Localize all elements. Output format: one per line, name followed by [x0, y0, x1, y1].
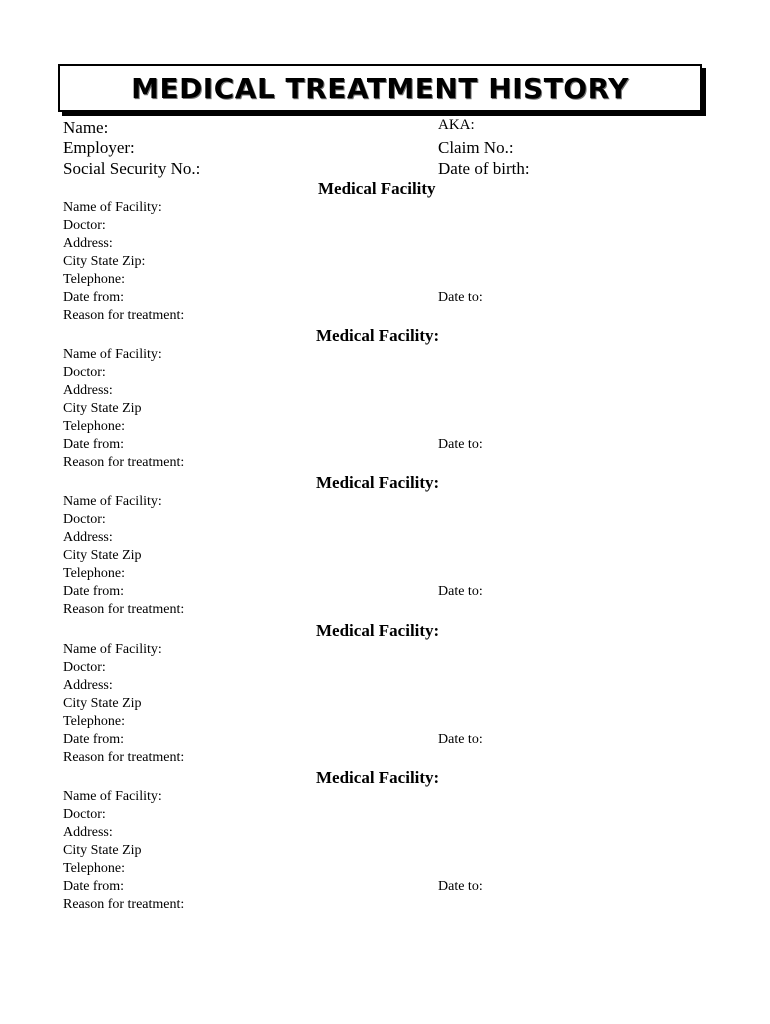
section-title: Medical Facility: [318, 179, 436, 198]
facility-name-label: Name of Facility:: [63, 642, 162, 657]
section-title: Medical Facility:: [316, 621, 440, 640]
reason-label: Reason for treatment:: [63, 308, 185, 323]
reason-label: Reason for treatment:: [63, 455, 185, 470]
telephone-label: Telephone:: [63, 861, 125, 876]
doctor-label: Doctor:: [63, 660, 106, 675]
date-of-birth-label: Date of birth:: [438, 159, 530, 178]
doctor-label: Doctor:: [63, 807, 106, 822]
address-label: Address:: [63, 383, 113, 398]
date-from-label: Date from:: [63, 290, 125, 305]
section-title: Medical Facility:: [316, 473, 440, 492]
telephone-label: Telephone:: [63, 419, 125, 434]
aka-label: AKA:: [438, 117, 475, 133]
name-label: Name:: [63, 118, 109, 137]
date-from-label: Date from:: [63, 732, 125, 747]
city-state-zip-label: City State Zip: [63, 843, 142, 858]
date-to-label: Date to:: [438, 584, 483, 599]
address-label: Address:: [63, 530, 113, 545]
telephone-label: Telephone:: [63, 714, 125, 729]
date-from-label: Date from:: [63, 879, 125, 894]
date-to-label: Date to:: [438, 290, 483, 305]
reason-label: Reason for treatment:: [63, 602, 185, 617]
section-title: Medical Facility:: [316, 768, 440, 787]
doctor-label: Doctor:: [63, 512, 106, 527]
facility-name-label: Name of Facility:: [63, 789, 162, 804]
city-state-zip-label: City State Zip: [63, 696, 142, 711]
address-label: Address:: [63, 236, 113, 251]
reason-label: Reason for treatment:: [63, 750, 185, 765]
title-box: [58, 64, 702, 112]
telephone-label: Telephone:: [63, 566, 125, 581]
facility-name-label: Name of Facility:: [63, 200, 162, 215]
page-title: MEDICAL TREATMENT HISTORY: [131, 71, 629, 105]
ssn-label: Social Security No.:: [63, 159, 201, 178]
doctor-label: Doctor:: [63, 218, 106, 233]
address-label: Address:: [63, 825, 113, 840]
telephone-label: Telephone:: [63, 272, 125, 287]
employer-label: Employer:: [63, 138, 135, 157]
section-title: Medical Facility:: [316, 326, 440, 345]
city-state-zip-label: City State Zip:: [63, 254, 146, 269]
date-to-label: Date to:: [438, 437, 483, 452]
date-from-label: Date from:: [63, 437, 125, 452]
facility-name-label: Name of Facility:: [63, 494, 162, 509]
facility-name-label: Name of Facility:: [63, 347, 162, 362]
city-state-zip-label: City State Zip: [63, 401, 142, 416]
claim-number-label: Claim No.:: [438, 138, 514, 157]
reason-label: Reason for treatment:: [63, 897, 185, 912]
doctor-label: Doctor:: [63, 365, 106, 380]
date-to-label: Date to:: [438, 732, 483, 747]
city-state-zip-label: City State Zip: [63, 548, 142, 563]
date-from-label: Date from:: [63, 584, 125, 599]
address-label: Address:: [63, 678, 113, 693]
date-to-label: Date to:: [438, 879, 483, 894]
